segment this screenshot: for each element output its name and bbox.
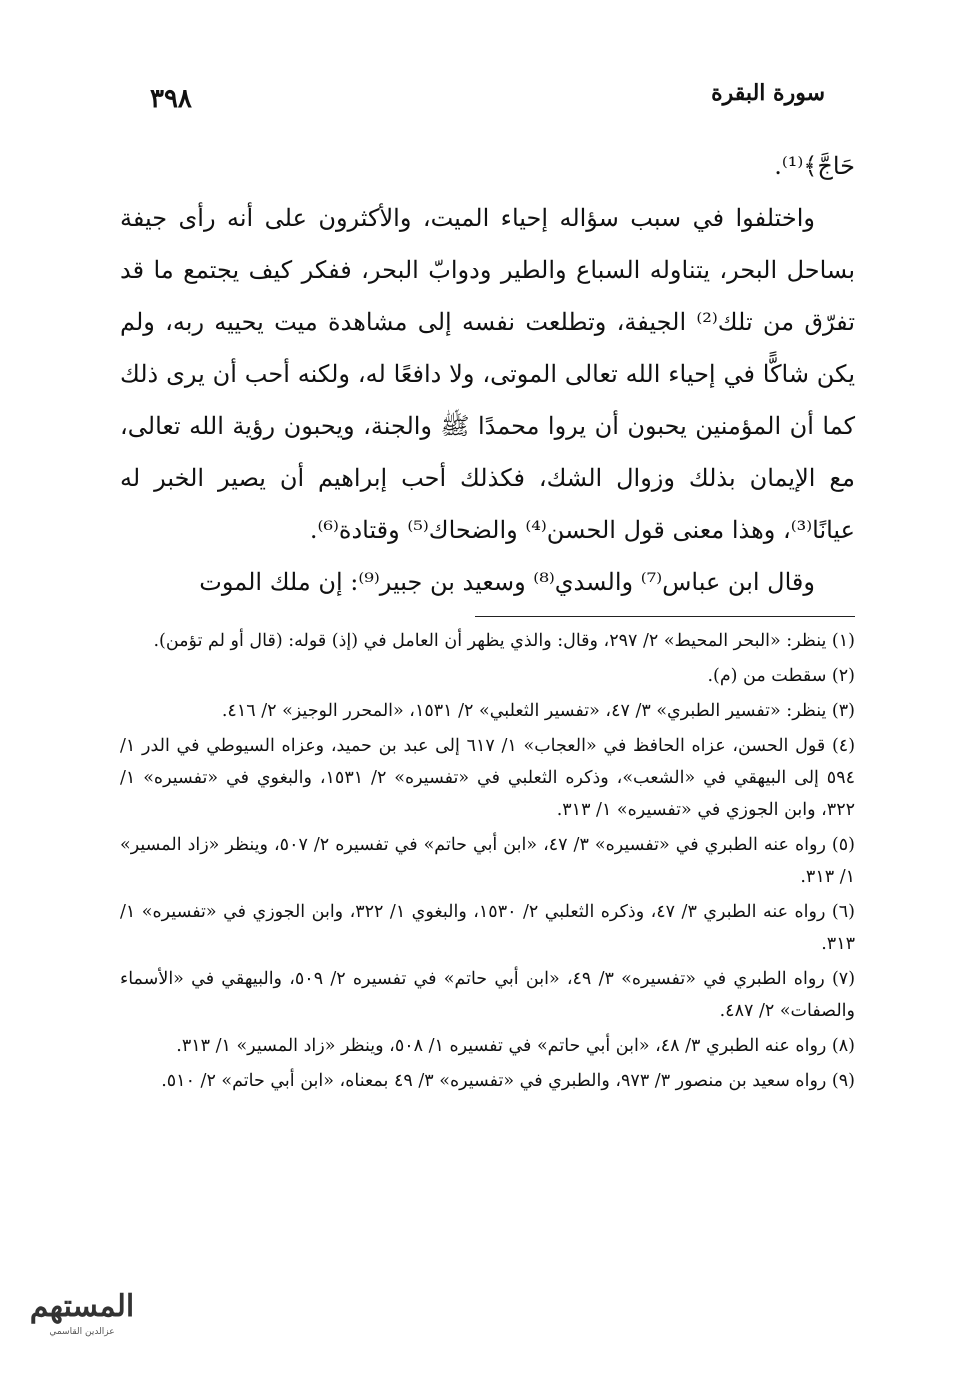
surah-title: سورة البقرة	[711, 80, 825, 106]
publisher-logo	[12, 1282, 152, 1340]
footnote: (٥) رواه عنه الطبري في «تفسيره» ٣/ ٤٧، «ابن أبي حاتم» في تفسيره ٢/ ٥٠٧، وينظر «زاد المسير» ١/ ٣١٣.	[120, 835, 855, 887]
footnote: (٢) سقطت من (م).	[707, 666, 855, 686]
footnote: (٨) رواه عنه الطبري ٣/ ٤٨، «ابن أبي حاتم» في تفسيره ١/ ٥٠٨، وينظر «زاد المسير» ١/ ٣١٣.	[176, 1036, 855, 1056]
main-text	[120, 140, 855, 608]
page-number: ٣٩٨	[150, 84, 192, 114]
logo-subtext: عزالدين القاسمي	[49, 1327, 115, 1337]
page-header	[150, 80, 825, 120]
logo-text: المستهم	[29, 1289, 135, 1324]
footnote: (٧) رواه الطبري في «تفسيره» ٣/ ٤٩، «ابن أبي حاتم» في تفسيره ٢/ ٥٠٩، والبيهقي في «الأسماء والصفات» ٢/ ٤٨٧.	[120, 969, 856, 1021]
verse-fragment: حَاجَّ﴾⁽¹⁾.	[774, 152, 855, 180]
footnote: (٣) ينظر: «تفسير الطبري» ٣/ ٤٧، «تفسير الثعلبي» ٢/ ١٥٣١، «المحرر الوجيز» ٢/ ٤١٦.	[221, 701, 855, 721]
footnote: (١) ينظر: «البحر المحيط» ٢/ ٢٩٧، وقال: والذي يظهر أن العامل في (إذ) قوله: (قال أو لم تؤمن).	[153, 631, 855, 651]
main-paragraph: واختلفوا في سبب سؤاله إحياء الميت، والأكثرون على أنه رأى جيفة بساحل البحر، يتناوله السباع والطير ودوابّ البحر، ففكر كيف يجتمع ما قد تفرّق من تلك⁽²⁾ الجيفة، وتطلعت نفسه إلى مشاهدة ميت يحييه ربه، ولم يكن شاكًّا في إحياء الله تعالى الموتى، ولا دافعًا له، ولكنه أحب أن يرى ذلك كما أن المؤمنين يحبون أن يروا محمدًا ﷺ والجنة، ويحبون رؤية الله تعالى، مع الإيمان بذلك وزوال الشك، فكذلك أحب إبراهيم أن يصير الخبر له عيانًا⁽³⁾، وهذا معنى قول الحسن⁽⁴⁾ والضحاك⁽⁵⁾ وقتادة⁽⁶⁾.	[120, 204, 855, 544]
footnote: (٩) رواه سعيد بن منصور ٣/ ٩٧٣، والطبري في «تفسيره» ٣/ ٤٩ بمعناه، «ابن أبي حاتم» ٢/ ٥١٠.	[161, 1071, 855, 1091]
footnote: (٤) قول الحسن، عزاه الحافظ في «العجاب» ١/ ٦١٧ إلى عبد بن حميد، وعزاه السيوطي في الدر ١/ ٥٩٤ إلى البيهقي في «الشعب»، وذكره الثعلبي في «تفسيره» ٢/ ١٥٣١، والبغوي في «تفسيره» ١/ ٣٢٢، وابن الجوزي في «تفسيره» ١/ ٣١٣.	[120, 736, 856, 820]
footnote-divider	[475, 616, 855, 617]
footnotes	[120, 625, 855, 1100]
footnote: (٦) رواه عنه الطبري ٣/ ٤٧، وذكره الثعلبي ٢/ ١٥٣٠، والبغوي ١/ ٣٢٢، وابن الجوزي في «تفسيره» ١/ ٣١٣.	[120, 902, 855, 954]
main-paragraph: وقال ابن عباس⁽⁷⁾ والسدي⁽⁸⁾ وسعيد بن جبير⁽⁹⁾: إن ملك الموت	[199, 568, 815, 596]
